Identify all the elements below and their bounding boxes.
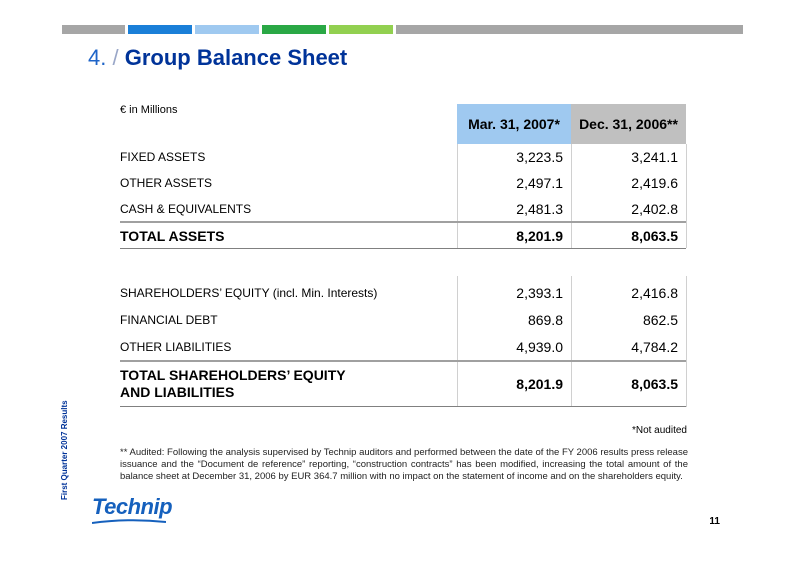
row-separator <box>120 248 686 249</box>
row-value-2006: 2,416.8 <box>631 285 678 301</box>
row-value-2007: 2,481.3 <box>516 201 563 217</box>
column-divider <box>686 144 687 248</box>
table-row <box>120 196 686 222</box>
title-text: Group Balance Sheet <box>124 45 348 70</box>
row-label: OTHER ASSETS <box>120 176 213 190</box>
logo-swoosh-icon <box>92 519 166 524</box>
row-value-2007: 2,497.1 <box>516 175 563 191</box>
units-label: € in Millions <box>120 104 178 116</box>
row-separator <box>120 360 686 362</box>
footnote: ** Audited: Following the analysis supervised by Technip auditors and performed between the date of the FY 2006 results press release issuance and the “Document de reference” reporting, “construction contracts” has been modified, increasing the total amount of the balance sheet at December 31, 2006 by EUR 364.7 million with no impact on the statement of income and on the shareholders equity. <box>120 447 688 482</box>
page-title <box>88 45 347 71</box>
bar-segment-light-green <box>329 25 393 34</box>
row-value-2006: 862.5 <box>642 312 678 328</box>
column-header-dec-2006: Dec. 31, 2006** <box>571 104 686 144</box>
row-label-line2: AND LIABILITIES <box>120 384 235 400</box>
row-label: SHAREHOLDERS’ EQUITY (incl. Min. Interests) <box>120 286 378 300</box>
row-value-2006: 4,784.2 <box>631 339 678 355</box>
row-label: OTHER LIABILITIES <box>120 340 232 354</box>
row-value-2007: 3,223.5 <box>516 149 563 165</box>
column-divider <box>686 276 687 407</box>
table-row <box>120 280 686 306</box>
bar-segment-gray-long <box>396 25 743 34</box>
side-label: First Quarter 2007 Results <box>60 400 69 500</box>
column-header-mar-2007: Mar. 31, 2007* <box>457 104 571 144</box>
row-value-2006: 3,241.1 <box>631 149 678 165</box>
row-label: TOTAL ASSETS <box>120 228 225 244</box>
not-audited-note: *Not audited <box>631 425 687 436</box>
title-separator: / <box>112 45 119 70</box>
total-liabilities-row <box>120 363 686 405</box>
row-label: FIXED ASSETS <box>120 150 206 164</box>
page-number: 11 <box>709 516 720 527</box>
row-label-line1: TOTAL SHAREHOLDERS’ EQUITY <box>120 367 346 383</box>
row-label <box>120 363 346 405</box>
row-value-2007: 8,201.9 <box>516 228 563 244</box>
technip-logo <box>92 494 174 526</box>
table-row <box>120 307 686 333</box>
bar-segment-blue <box>128 25 192 34</box>
row-value-2006: 8,063.5 <box>631 228 678 244</box>
row-value-2006: 2,419.6 <box>631 175 678 191</box>
row-separator <box>120 406 686 407</box>
top-color-bar <box>62 25 743 34</box>
total-assets-row <box>120 223 686 249</box>
row-value-2007: 8,201.9 <box>516 376 563 392</box>
section-number: 4. <box>88 45 107 70</box>
bar-segment-gray <box>62 25 125 34</box>
table-row <box>120 334 686 360</box>
row-label: CASH & EQUIVALENTS <box>120 202 252 216</box>
bar-segment-green <box>262 25 326 34</box>
row-value-2006: 8,063.5 <box>631 376 678 392</box>
logo-text: Technip <box>92 494 173 519</box>
table-row <box>120 144 686 170</box>
row-value-2007: 2,393.1 <box>516 285 563 301</box>
row-value-2007: 4,939.0 <box>516 339 563 355</box>
row-label: FINANCIAL DEBT <box>120 313 218 327</box>
table-row <box>120 170 686 196</box>
bar-segment-light-blue <box>195 25 259 34</box>
row-value-2007: 869.8 <box>527 312 563 328</box>
row-value-2006: 2,402.8 <box>631 201 678 217</box>
